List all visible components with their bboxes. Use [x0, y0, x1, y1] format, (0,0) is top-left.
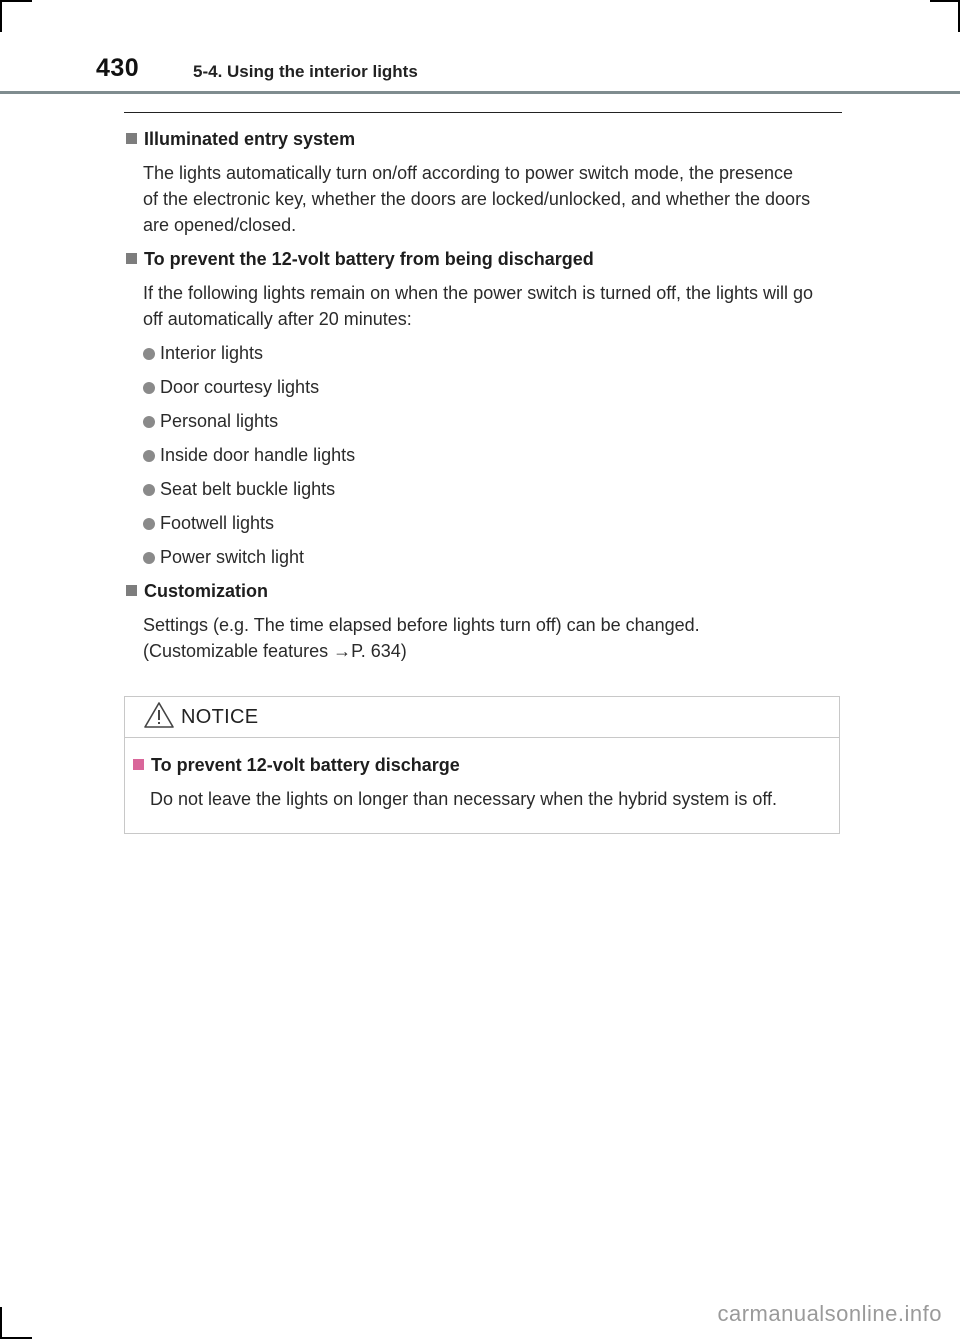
section-heading	[124, 126, 840, 152]
list-item-text: Inside door handle lights	[160, 445, 356, 465]
paragraph-line: If the following lights remain on when the power switch is turned off, the lights will go	[143, 283, 814, 303]
bullet-dot-icon	[143, 518, 155, 530]
page-number: 430	[96, 54, 140, 82]
paragraph-line: are opened/closed.	[143, 215, 297, 235]
crop-mark	[0, 0, 2, 32]
notice-heading	[131, 752, 839, 778]
notice-header	[125, 697, 839, 738]
section-title: 5-4. Using the interior lights	[193, 62, 418, 81]
square-marker-icon	[126, 133, 137, 144]
notice-text: Do not leave the lights on longer than necessary when the hybrid system is off.	[150, 789, 778, 809]
paragraph-line: of the electronic key, whether the doors are locked/unlocked, and whether the doors	[143, 189, 811, 209]
list-item-text: Personal lights	[160, 411, 279, 431]
bullet-dot-icon	[143, 484, 155, 496]
watermark: carmanualsonline.info	[717, 1301, 942, 1326]
section-heading-text: Illuminated entry system	[144, 129, 356, 149]
notice-title: NOTICE	[181, 705, 259, 728]
list-item	[143, 374, 840, 400]
section-paragraph	[143, 280, 840, 332]
section-heading-text: Customization	[144, 581, 268, 601]
section-heading	[124, 578, 840, 604]
warning-triangle-icon	[143, 701, 175, 734]
square-marker-icon	[126, 585, 137, 596]
section-heading-text: To prevent the 12-volt battery from being discharged	[144, 249, 594, 269]
section-heading	[124, 246, 840, 272]
list-item	[143, 510, 840, 536]
crop-mark	[930, 0, 960, 2]
crop-mark	[0, 0, 32, 2]
paragraph-line: off automatically after 20 minutes:	[143, 309, 412, 329]
list-item	[143, 476, 840, 502]
list-item-text: Door courtesy lights	[160, 377, 320, 397]
main-content	[124, 126, 840, 664]
list-item-text: Power switch light	[160, 547, 305, 567]
content-rule	[124, 112, 842, 113]
paragraph-line: Settings (e.g. The time elapsed before lights turn off) can be changed.	[143, 615, 700, 635]
header-rule	[0, 91, 960, 94]
square-marker-icon	[133, 759, 144, 770]
page-reference-link[interactable]: (Customizable features →P. 634)	[143, 641, 407, 661]
bullet-dot-icon	[143, 348, 155, 360]
bullet-dot-icon	[143, 416, 155, 428]
bullet-dot-icon	[143, 450, 155, 462]
paragraph-line: The lights automatically turn on/off according to power switch mode, the presence	[143, 163, 794, 183]
list-item-text: Interior lights	[160, 343, 264, 363]
bullet-dot-icon	[143, 382, 155, 394]
notice-body	[125, 738, 839, 812]
square-marker-icon	[126, 253, 137, 264]
section-paragraph	[143, 612, 840, 664]
crop-mark	[0, 1307, 2, 1339]
bullet-dot-icon	[143, 552, 155, 564]
list-item	[143, 340, 840, 366]
list-item	[143, 408, 840, 434]
list-item-text: Footwell lights	[160, 513, 275, 533]
list-item	[143, 544, 840, 570]
notice-heading-text: To prevent 12-volt battery discharge	[151, 755, 460, 775]
list-item-text: Seat belt buckle lights	[160, 479, 336, 499]
notice-box	[124, 696, 840, 834]
list-item	[143, 442, 840, 468]
section-paragraph	[143, 160, 840, 238]
